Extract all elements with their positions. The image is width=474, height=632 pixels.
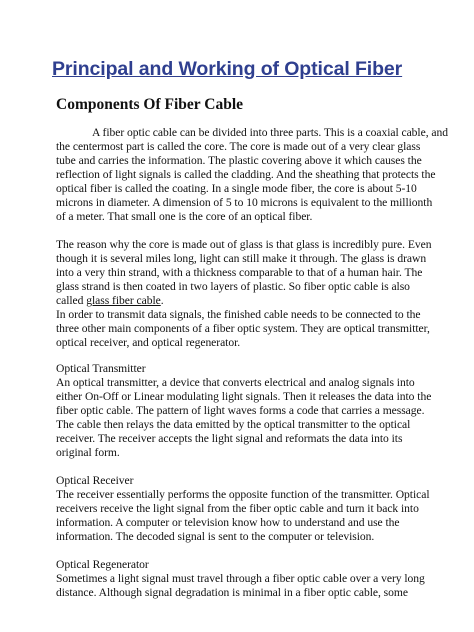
transmit-line: In order to transmit data signals, the finished cable needs to be connected to the — [56, 308, 421, 321]
transmitter-line: original form. — [56, 446, 120, 459]
intro-line: optical fiber is called the coating. In a single mode fiber, the core is about 5-10 — [56, 182, 417, 195]
glass-line: glass strand is then coated in two layers of plastic. So fiber optic cable is also — [56, 280, 410, 293]
page-title: Principal and Working of Optical Fiber — [52, 58, 403, 80]
receiver-line: information. A computer or television know how to understand and use the — [56, 516, 400, 529]
transmitter-line: either On-Off or Linear modulating light signals. Then it releases the data into the — [56, 390, 432, 403]
glass-line-last — [56, 294, 164, 308]
glass-line: The reason why the core is made out of glass is that glass is incredibly pure. Even — [56, 238, 432, 251]
intro-line: reflection of light signals is called the cladding. And the sheathing that protects the — [56, 168, 436, 181]
transmitter-line: fiber optic cable. The pattern of light waves forms a code that carries a message. — [56, 404, 425, 417]
glass-fiber-cable-link[interactable]: glass fiber cable — [86, 294, 161, 307]
transmitter-heading: Optical Transmitter — [56, 362, 146, 375]
intro-line: of a meter. That small one is the core of an optical fiber. — [56, 210, 313, 223]
transmit-line: three other main components of a fiber optic system. They are optical transmitter, — [56, 322, 430, 335]
regenerator-line: Sometimes a light signal must travel through a fiber optic cable over a very long — [56, 572, 425, 585]
intro-line: A fiber optic cable can be divided into three parts. This is a coaxial cable, and — [92, 126, 448, 139]
intro-line: the centermost part is called the core. The core is made out of a very clear glass — [56, 140, 421, 153]
intro-line: microns in diameter. A dimension of 5 to 10 microns is equivalent to the millionth — [56, 196, 433, 209]
transmitter-line: The cable then relays the data emitted by the optical transmitter to the optical — [56, 418, 411, 431]
glass-line: into a very thin strand, with a thickness comparable to that of a human hair. The — [56, 266, 423, 279]
glass-line: though it is several miles long, light can still make it through. The glass is drawn — [56, 252, 427, 265]
receiver-line: receivers receive the light signal from the fiber optic cable and turn it back into — [56, 502, 419, 515]
glass-prefix: called — [56, 294, 87, 307]
receiver-line: information. The decoded signal is sent to the computer or television. — [56, 530, 375, 543]
glass-suffix: . — [160, 294, 164, 307]
transmit-line: optical receiver, and optical regenerator. — [56, 336, 241, 349]
intro-line: tube and carries the information. The plastic covering above it which causes the — [56, 154, 422, 167]
transmitter-line: receiver. The receiver accepts the light signal and reformats the data into its — [56, 432, 403, 445]
regenerator-line: distance. Although signal degradation is minimal in a fiber optic cable, some — [56, 586, 408, 599]
section-heading: Components Of Fiber Cable — [56, 96, 244, 113]
transmitter-line: An optical transmitter, a device that converts electrical and analog signals into — [56, 376, 415, 389]
receiver-line: The receiver essentially performs the opposite function of the transmitter. Optical — [56, 488, 430, 501]
receiver-heading: Optical Receiver — [56, 474, 134, 487]
regenerator-heading: Optical Regenerator — [56, 558, 149, 571]
